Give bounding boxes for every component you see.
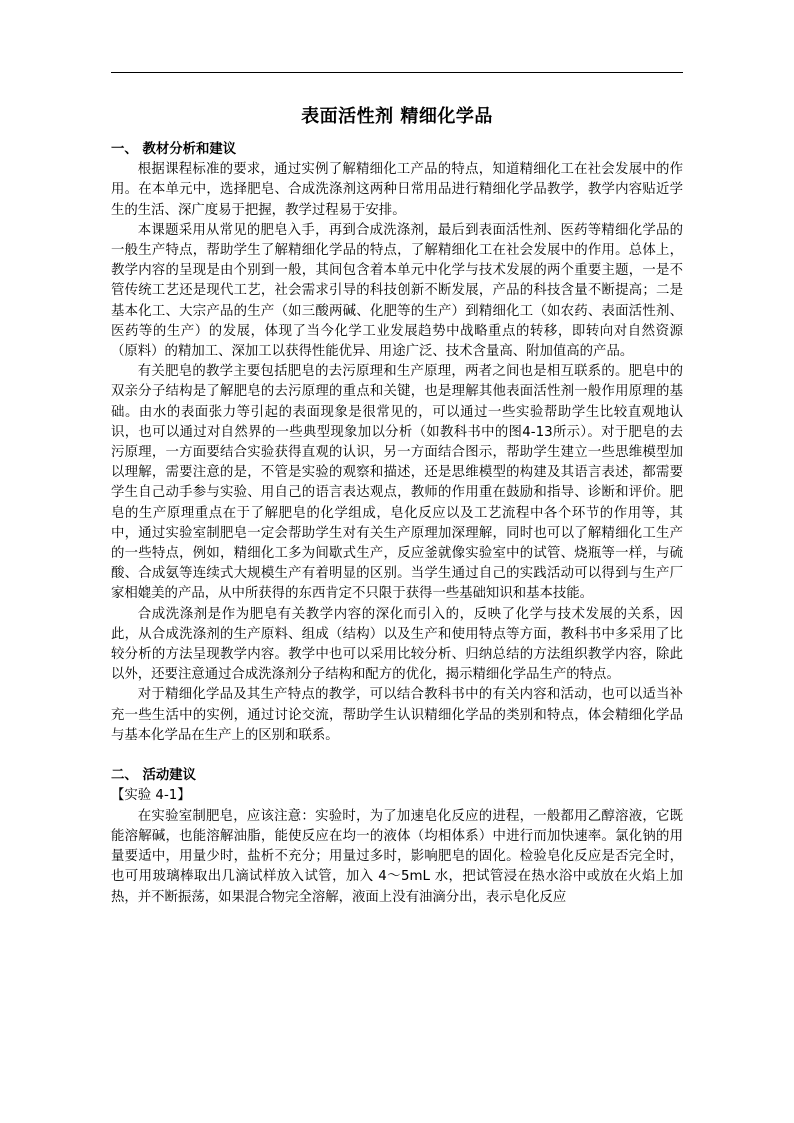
experiment-label: 【实验 4-1】 — [111, 788, 191, 804]
paragraph: 有关肥皂的教学主要包括肥皂的去污原理和生产原理，两者之间也是相互联系的。肥皂中的双亲分子结构是了解肥皂的去污原理的重点和关键，也是理解其他表面活性剂一般作用原理的基础。由水的表面张力等引起的表面现象是很常见的，可以通过一些实验帮助学生比较直观地认识，也可以通过对自然界的一些典型现象加以分析（如教科书中的图4-13所示）。对于肥皂的去污原理，一方面要结合实验获得直观的认识，另一方面结合图示，帮助学生建立一些思维模型加以理解，需要注意的是，不管是实验的观察和描述，还是思维模型的构建及其语言表述，都需要学生自己动手参与实验、用自己的语言表达观点，教师的作用重在鼓励和指导、诊断和评价。肥皂的生产原理重点在于了解肥皂的化学组成，皂化反应以及工艺流程中各个环节的作用等，其中，通过实验室制肥皂一定会帮助学生对有关生产原理加深理解，同时也可以了解精细化工生产的一些特点，例如，精细化工多为间歇式生产，反应釜就像实验室中的试管、烧瓶等一样，与硫酸、合成氨等连续式大规模生产有着明显的区别。当学生通过自己的实践活动可以得到与生产厂家相媲美的产品，从中所获得的东西肯定不只限于获得一些基础知识和基本技能。 — [111, 364, 683, 602]
paragraph: 在实验室制肥皂，应该注意：实验时，为了加速皂化反应的进程，一般都用乙醇溶液，它既能溶解碱，也能溶解油脂，能使反应在均一的液体（均相体系）中进行而加快速率。氯化钠的用量要适中，用量少时，盐析不充分；用量过多时，影响肥皂的固化。检验皂化反应是否完全时，也可用玻璃棒取出几滴试样放入试管，加入 4～5mL 水，把试管浸在热水浴中或放在火焰上加热，并不断振荡，如果混合物完全溶解，液面上没有油滴分出，表示皂化反应 — [111, 808, 683, 905]
document-title: 表面活性剂 精细化学品 — [301, 106, 493, 127]
paragraph: 根据课程标准的要求，通过实例了解精细化工产品的特点，知道精细化工在社会发展中的作用。在本单元中，选择肥皂、合成洗涤剂这两种日常用品进行精细化学品教学，教学内容贴近学生的生活、深广度易于把握，教学过程易于安排。 — [111, 162, 683, 218]
section-heading-activities: 二、 活动建议 — [111, 768, 197, 784]
header-rule — [111, 72, 683, 73]
section-heading-analysis: 一、 教材分析和建议 — [111, 142, 237, 157]
paragraph: 合成洗涤剂是作为肥皂有关教学内容的深化而引入的，反映了化学与技术发展的关系，因此，从合成洗涤剂的生产原料、组成（结构）以及生产和使用特点等方面，教科书中多采用了比较分析的方法呈现教学内容。教学中也可以采用比较分析、归纳总结的方法组织教学内容，除此以外，还要注意通过合成洗涤剂分子结构和配方的优化，揭示精细化学品生产的特点。 — [111, 606, 683, 683]
paragraph: 本课题采用从常见的肥皂入手，再到合成洗涤剂，最后到表面活性剂、医药等精细化学品的一般生产特点，帮助学生了解精细化学品的特点，了解精细化工在社会发展中的作用。总体上，教学内容的呈现是由个别到一般，其间包含着本单元中化学与技术发展的两个重要主题，一是不管传统工艺还是现代工艺，社会需求引导的科技创新不断发展，产品的科技含量不断提高；二是基本化工、大宗产品的生产（如三酸两碱、化肥等的生产）到精细化工（如农药、表面活性剂、医药等的生产）的发展，体现了当今化学工业发展趋势中战略重点的转移，即转向对自然资源（原料）的精加工、深加工以获得性能优异、用途广泛、技术含量高、附加值高的产品。 — [111, 222, 683, 360]
paragraph: 对于精细化学品及其生产特点的教学，可以结合教科书中的有关内容和活动，也可以适当补充一些生活中的实例，通过讨论交流，帮助学生认识精细化学品的类别和特点，体会精细化学品与基本化学品在生产上的区别和联系。 — [111, 687, 683, 743]
blank-line — [111, 746, 683, 766]
document-body — [111, 140, 683, 908]
